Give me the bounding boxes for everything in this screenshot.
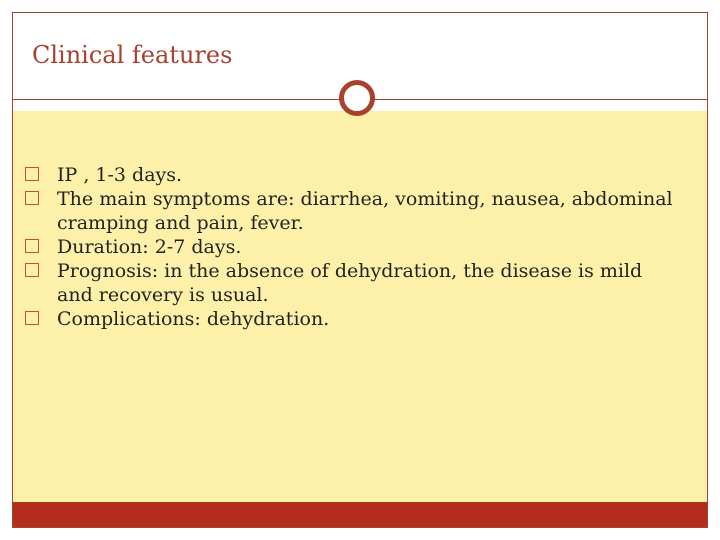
bullet-item — [21, 259, 681, 307]
circle-divider-icon — [339, 80, 375, 116]
square-bullet-icon — [25, 191, 39, 205]
bullet-text: Prognosis: in the absence of dehydration, the disease is mild and recovery is usual. — [57, 260, 643, 306]
square-bullet-icon — [25, 239, 39, 253]
slide-title: Clinical features — [32, 41, 233, 69]
square-bullet-icon — [25, 311, 39, 325]
bullet-text: The main symptoms are: diarrhea, vomiting, nausea, abdominal cramping and pain, fever. — [57, 188, 673, 234]
slide — [12, 12, 708, 528]
bullet-item — [21, 163, 681, 187]
bullet-item — [21, 187, 681, 235]
square-bullet-icon — [25, 167, 39, 181]
content-area — [13, 111, 707, 502]
bullet-text: Duration: 2-7 days. — [57, 236, 242, 258]
bullet-item — [21, 307, 681, 331]
bullet-list — [21, 163, 681, 331]
bullet-text: Complications: dehydration. — [57, 308, 330, 330]
square-bullet-icon — [25, 263, 39, 277]
footer-bar — [13, 502, 707, 527]
bullet-text: IP , 1-3 days. — [57, 164, 183, 186]
bullet-item — [21, 235, 681, 259]
